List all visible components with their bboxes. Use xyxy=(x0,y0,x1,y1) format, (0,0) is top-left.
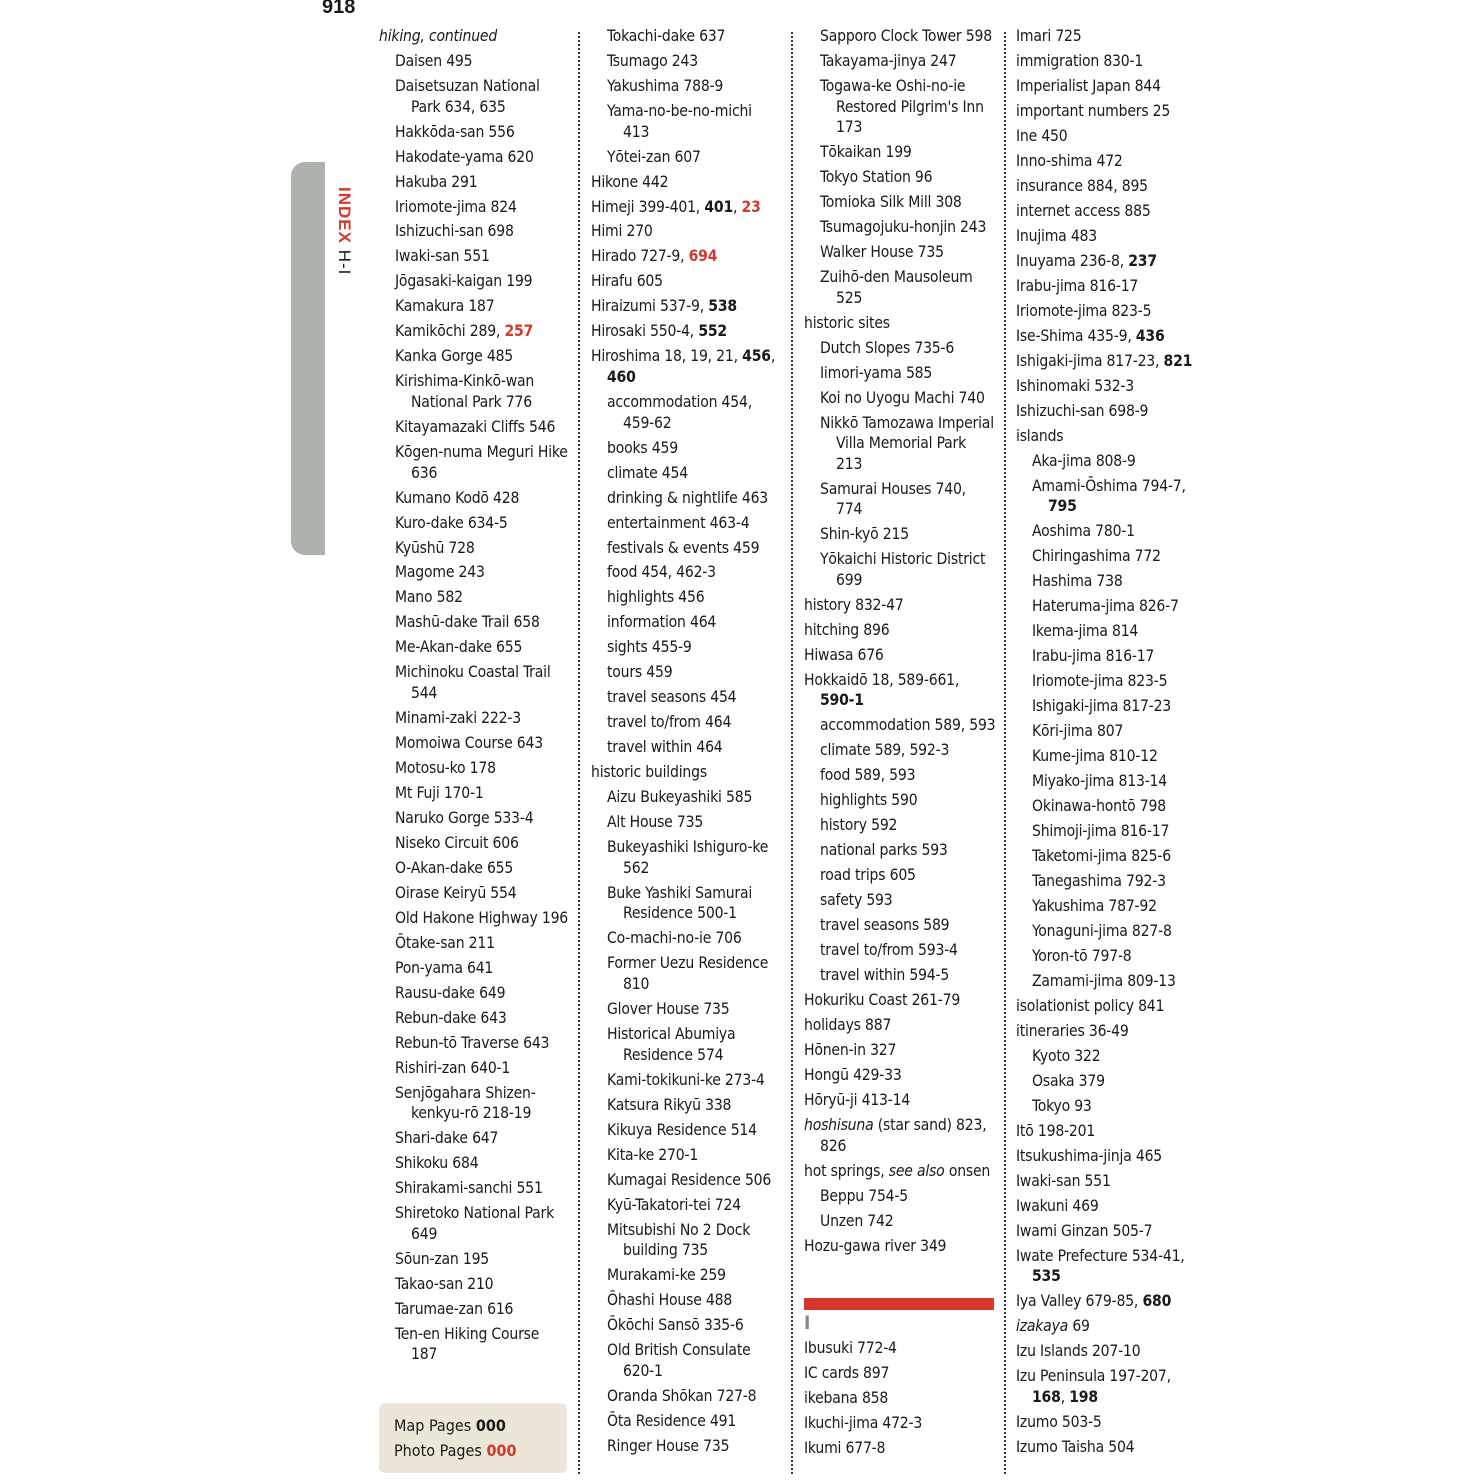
index-entry: Inuyama 236-8, 237 xyxy=(1016,251,1157,270)
index-entry: Hokuriku Coast 261-79 xyxy=(804,991,961,1010)
index-entry: Yama-no-be-no-michi 413 xyxy=(607,101,752,141)
index-entry: Beppu 754-5 xyxy=(820,1186,908,1205)
index-entry: Ibusuki 772-4 xyxy=(804,1339,897,1357)
index-entry: itineraries 36-49 xyxy=(1016,1021,1129,1040)
index-entry: Ishizuchi-san 698 xyxy=(395,222,514,241)
index-entry: Kanka Gorge 485 xyxy=(395,347,514,366)
index-entry: travel seasons 454 xyxy=(607,688,737,707)
index-entry: Inno-shima 472 xyxy=(1016,151,1123,170)
index-entry: climate 454 xyxy=(607,463,688,482)
index-entry: Ōkōchi Sansō 335-6 xyxy=(607,1316,744,1335)
index-entry: internet access 885 xyxy=(1016,201,1151,220)
index-entry: Kitayamazaki Cliffs 546 xyxy=(395,417,556,436)
index-entry: Sapporo Clock Tower 598 xyxy=(820,27,992,45)
index-entry: Kikuya Residence 514 xyxy=(607,1120,757,1139)
index-entry: Takayama-jinya 247 xyxy=(820,51,957,70)
index-entry: Momoiwa Course 643 xyxy=(395,733,543,752)
index-entry: Imperialist Japan 844 xyxy=(1016,76,1161,95)
index-entry: Tomioka Silk Mill 308 xyxy=(820,193,962,212)
index-entry: Tsumagojuku-honjin 243 xyxy=(820,218,987,237)
legend-map-pages: Map Pages 000 xyxy=(394,1416,506,1435)
index-entry: Yonaguni-jima 827-8 xyxy=(1032,922,1172,941)
index-entry: Hiraizumi 537-9, 538 xyxy=(591,297,737,316)
index-entry: information 464 xyxy=(607,613,717,632)
index-entry: Ōtake-san 211 xyxy=(395,933,495,952)
index-column-2 xyxy=(591,26,781,1461)
index-entry: Iwate Prefecture 534-41, 535 xyxy=(1016,1246,1185,1286)
index-entry: Naruko Gorge 533-4 xyxy=(395,808,534,827)
index-entry: hot springs, see also onsen xyxy=(804,1161,991,1180)
index-entry: Alt House 735 xyxy=(607,813,704,832)
index-entry: festivals & events 459 xyxy=(607,538,760,557)
index-entry: Buke Yashiki Samurai Residence 500-1 xyxy=(607,883,753,923)
index-entry: Bukeyashiki Ishiguro-ke 562 xyxy=(607,838,769,877)
column-separator xyxy=(1004,32,1006,1474)
index-entry: Yakushima 788-9 xyxy=(607,76,724,95)
index-entry: Hakkōda-san 556 xyxy=(395,122,515,141)
index-entry: Mitsubishi No 2 Dock building 735 xyxy=(607,1220,751,1260)
index-entry: Tokyo Station 96 xyxy=(820,168,933,187)
index-entry: Inujima 483 xyxy=(1016,226,1098,245)
index-entry: Kita-ke 270-1 xyxy=(607,1145,699,1164)
index-entry: Iwaki-san 551 xyxy=(395,247,490,266)
index-entry: Iya Valley 679-85, 680 xyxy=(1016,1292,1172,1311)
index-entry: Kirishima-Kinkō-wan National Park 776 xyxy=(395,372,535,411)
index-entry: Ise-Shima 435-9, 436 xyxy=(1016,326,1165,345)
index-entry: travel within 464 xyxy=(607,738,723,757)
index-entry: Hokkaidō 18, 589-661, 590-1 xyxy=(804,670,960,710)
index-entry: Ine 450 xyxy=(1016,126,1068,145)
index-entry: Hiroshima 18, 19, 21, 456, 460 xyxy=(591,347,776,386)
index-entry: Me-Akan-dake 655 xyxy=(395,638,523,657)
index-entry: Katsura Rikyū 338 xyxy=(607,1095,732,1114)
index-entry: Kume-jima 810-12 xyxy=(1032,747,1158,766)
index-entry: historic sites xyxy=(804,313,890,332)
index-entry: Rausu-dake 649 xyxy=(395,983,506,1002)
index-entry: Co-machi-no-ie 706 xyxy=(607,929,742,948)
index-entry: Osaka 379 xyxy=(1032,1071,1105,1090)
index-entry: road trips 605 xyxy=(820,866,916,885)
index-entry: Ōhashi House 488 xyxy=(607,1291,733,1310)
index-entry: Mashū-dake Trail 658 xyxy=(395,613,540,632)
index-entry: Shikoku 684 xyxy=(395,1154,479,1173)
index-entry: Old British Consulate 620-1 xyxy=(607,1341,751,1380)
index-entry: Kumano Kodō 428 xyxy=(395,488,520,507)
index-entry: Hikone 442 xyxy=(591,172,669,191)
index-entry: entertainment 463-4 xyxy=(607,513,750,532)
index-entry: Oranda Shōkan 727-8 xyxy=(607,1386,757,1405)
index-entry: Tarumae-zan 616 xyxy=(395,1299,514,1318)
index-entry: Niseko Circuit 606 xyxy=(395,833,519,852)
index-entry: Hakodate-yama 620 xyxy=(395,147,534,166)
index-entry: Ikema-jima 814 xyxy=(1032,622,1139,641)
index-entry: islands xyxy=(1016,426,1064,445)
index-entry: Ishigaki-jima 817-23, 821 xyxy=(1016,351,1193,370)
index-entry: Shiretoko National Park 649 xyxy=(395,1204,554,1243)
index-entry: historic buildings xyxy=(591,763,707,782)
index-entry: Takao-san 210 xyxy=(395,1274,494,1293)
index-entry: Irabu-jima 816-17 xyxy=(1032,647,1155,666)
page-number: 918 xyxy=(322,0,356,18)
index-entry: Hirado 727-9, 694 xyxy=(591,247,718,266)
index-entry: Motosu-ko 178 xyxy=(395,758,496,777)
index-entry: O-Akan-dake 655 xyxy=(395,858,514,877)
index-entry: Hirosaki 550-4, 552 xyxy=(591,322,727,341)
index-entry: accommodation 589, 593 xyxy=(820,716,996,735)
index-entry: Iwaki-san 551 xyxy=(1016,1171,1111,1190)
index-entry: Samurai Houses 740, 774 xyxy=(820,479,966,519)
index-entry: Togawa-ke Oshi-no-ie Restored Pilgrim's Inn 173 xyxy=(820,76,984,137)
index-entry: Miyako-jima 813-14 xyxy=(1032,772,1168,791)
index-entry: Tōkaikan 199 xyxy=(820,143,912,162)
index-entry: Ōta Residence 491 xyxy=(607,1411,737,1430)
index-entry: Kumagai Residence 506 xyxy=(607,1170,772,1189)
index-entry: Rebun-dake 643 xyxy=(395,1008,507,1027)
index-entry: Ikumi 677-8 xyxy=(804,1438,886,1457)
index-entry: history 832-47 xyxy=(804,595,904,614)
index-entry: Yōtei-zan 607 xyxy=(607,147,701,166)
index-entry: Zuihō-den Mausoleum 525 xyxy=(820,268,973,307)
index-entry: highlights 590 xyxy=(820,791,918,810)
index-entry: Ishinomaki 532-3 xyxy=(1016,376,1135,395)
index-entry: Himi 270 xyxy=(591,222,653,241)
index-entry: Hōryū-ji 413-14 xyxy=(804,1091,911,1110)
index-entry: Hozu-gawa river 349 xyxy=(804,1236,947,1255)
index-entry: Dutch Slopes 735-6 xyxy=(820,338,955,357)
index-entry: Chiringashima 772 xyxy=(1032,547,1161,566)
index-entry: Shirakami-sanchi 551 xyxy=(395,1179,543,1198)
index-entry: Itsukushima-jinja 465 xyxy=(1016,1146,1163,1165)
index-entry: Itō 198-201 xyxy=(1016,1121,1096,1140)
index-column-3 xyxy=(804,26,996,1261)
index-entry: Ikuchi-jima 472-3 xyxy=(804,1413,923,1432)
index-column-1 xyxy=(379,26,569,1369)
index-entry: Koi no Uyogu Machi 740 xyxy=(820,388,985,407)
index-entry: food 454, 462-3 xyxy=(607,563,716,582)
index-entry: Ishigaki-jima 817-23 xyxy=(1032,697,1172,716)
index-entry: Kyūshū 728 xyxy=(395,538,475,557)
index-entry: Glover House 735 xyxy=(607,1000,730,1019)
index-entry: Hakuba 291 xyxy=(395,172,478,191)
index-entry: Murakami-ke 259 xyxy=(607,1266,726,1285)
page-legend xyxy=(379,1403,567,1473)
index-entry: Kōgen-numa Meguri Hike 636 xyxy=(395,442,568,482)
index-entry: Yoron-tō 797-8 xyxy=(1032,947,1132,966)
index-entry: Tsumago 243 xyxy=(607,51,698,70)
index-entry: Himeji 399-401, 401, 23 xyxy=(591,197,761,216)
index-entry: Old Hakone Highway 196 xyxy=(395,908,569,927)
index-entry: Minami-zaki 222-3 xyxy=(395,709,521,727)
index-entry: tours 459 xyxy=(607,663,673,682)
index-entry: Iwakuni 469 xyxy=(1016,1196,1099,1215)
index-entry: Hashima 738 xyxy=(1032,572,1123,591)
index-tab-label xyxy=(334,187,354,275)
index-entry: Historical Abumiya Residence 574 xyxy=(607,1025,736,1064)
index-entry: Shimoji-jima 816-17 xyxy=(1032,822,1170,841)
index-entry: Iwami Ginzan 505-7 xyxy=(1016,1221,1153,1240)
index-entry: Irabu-jima 816-17 xyxy=(1016,276,1139,295)
index-entry: Kami-tokikuni-ke 273-4 xyxy=(607,1070,765,1089)
index-side-tab xyxy=(291,162,325,555)
index-entry: Yōkaichi Historic District 699 xyxy=(820,550,986,589)
index-entry: Nikkō Tamozawa Imperial Villa Memorial Park 213 xyxy=(820,413,994,473)
index-entry: Hiwasa 676 xyxy=(804,645,884,664)
index-entry: food 589, 593 xyxy=(820,766,916,785)
index-entry: Kamikōchi 289, 257 xyxy=(395,322,534,341)
section-letter-block xyxy=(804,1313,996,1334)
index-entry: Imari 725 xyxy=(1016,27,1082,45)
index-entry: travel seasons 589 xyxy=(820,916,950,935)
index-column-4 xyxy=(1016,26,1206,1462)
index-entry: travel to/from 593-4 xyxy=(820,941,958,960)
index-entry: hiking, continued xyxy=(379,27,498,45)
index-entry: Iriomote-jima 823-5 xyxy=(1032,672,1168,691)
index-entry: Daisetsuzan National Park 634, 635 xyxy=(395,76,540,116)
index-entry: Amami-Ōshima 794-7, 795 xyxy=(1032,476,1186,516)
index-entry: books 459 xyxy=(607,438,678,457)
index-column-3-i-entries xyxy=(804,1338,996,1463)
section-divider-bar xyxy=(804,1298,994,1310)
index-entry: Kyoto 322 xyxy=(1032,1046,1101,1065)
index-entry: Kōri-jima 807 xyxy=(1032,722,1124,741)
index-entry: Oirase Keiryū 554 xyxy=(395,883,517,902)
index-entry: Iriomote-jima 823-5 xyxy=(1016,301,1152,320)
index-entry: Iimori-yama 585 xyxy=(820,363,933,382)
index-entry: accommodation 454, 459-62 xyxy=(607,392,752,432)
index-entry: travel within 594-5 xyxy=(820,966,950,985)
index-entry: climate 589, 592-3 xyxy=(820,741,950,760)
index-entry: immigration 830-1 xyxy=(1016,51,1144,70)
index-entry: safety 593 xyxy=(820,891,893,910)
column-separator xyxy=(791,32,793,1474)
index-entry: Daisen 495 xyxy=(395,51,473,70)
index-entry: Hateruma-jima 826-7 xyxy=(1032,597,1179,616)
index-entry: Zamami-jima 809-13 xyxy=(1032,972,1176,991)
index-entry: holidays 887 xyxy=(804,1016,892,1035)
index-letters: H-I xyxy=(335,249,354,276)
column-separator xyxy=(578,32,580,1474)
index-entry: Izumo 503-5 xyxy=(1016,1412,1102,1431)
index-entry: Yakushima 787-92 xyxy=(1032,897,1157,916)
index-entry: Kamakura 187 xyxy=(395,297,495,316)
index-entry: isolationist policy 841 xyxy=(1016,997,1165,1015)
index-entry: Izu Peninsula 197-207, 168, 198 xyxy=(1016,1367,1171,1406)
index-entry: important numbers 25 xyxy=(1016,101,1171,120)
index-entry: Magome 243 xyxy=(395,563,485,582)
index-entry: Senjōgahara Shizen-kenkyu-rō 218-19 xyxy=(395,1083,536,1123)
index-entry: Kuro-dake 634-5 xyxy=(395,513,508,532)
index-entry: Mano 582 xyxy=(395,588,463,607)
index-entry: Mt Fuji 170-1 xyxy=(395,783,484,802)
index-entry: Taketomi-jima 825-6 xyxy=(1032,847,1171,866)
index-entry: hoshisuna (star sand) 823, 826 xyxy=(804,1116,987,1155)
legend-photo-pages: Photo Pages 000 xyxy=(394,1441,517,1460)
index-entry: Kyū-Takatori-tei 724 xyxy=(607,1195,741,1214)
index-entry: Michinoku Coastal Trail 544 xyxy=(395,663,551,703)
index-entry: highlights 456 xyxy=(607,588,705,607)
index-entry: travel to/from 464 xyxy=(607,713,732,732)
index-entry: hitching 896 xyxy=(804,620,890,639)
index-entry: Izumo Taisha 504 xyxy=(1016,1437,1135,1456)
index-entry: insurance 884, 895 xyxy=(1016,176,1148,195)
index-entry: izakaya 69 xyxy=(1016,1317,1090,1336)
index-entry: Walker House 735 xyxy=(820,243,944,262)
index-entry: Ten-en Hiking Course 187 xyxy=(395,1324,540,1364)
index-entry: Jōgasaki-kaigan 199 xyxy=(395,272,533,291)
index-entry: Hōnen-in 327 xyxy=(804,1041,897,1060)
index-entry: Sōun-zan 195 xyxy=(395,1249,490,1268)
index-entry: Unzen 742 xyxy=(820,1211,894,1230)
index-entry: Hirafu 605 xyxy=(591,272,663,291)
index-word: INDEX xyxy=(335,187,354,244)
index-entry: Aizu Bukeyashiki 585 xyxy=(607,788,753,807)
index-entry: Hongū 429-33 xyxy=(804,1066,902,1085)
index-entry: Tokyo 93 xyxy=(1032,1096,1092,1115)
index-entry: Iriomote-jima 824 xyxy=(395,197,517,216)
index-entry: Ringer House 735 xyxy=(607,1436,730,1455)
index-entry: Former Uezu Residence 810 xyxy=(607,954,769,994)
index-entry: sights 455-9 xyxy=(607,638,692,657)
index-entry: Okinawa-hontō 798 xyxy=(1032,797,1166,816)
index-entry: Tanegashima 792-3 xyxy=(1032,872,1166,891)
index-entry: national parks 593 xyxy=(820,841,948,860)
index-entry: Ishizuchi-san 698-9 xyxy=(1016,401,1149,420)
index-entry: Izu Islands 207-10 xyxy=(1016,1342,1141,1361)
index-entry: Shin-kyō 215 xyxy=(820,525,909,544)
index-entry: ikebana 858 xyxy=(804,1388,889,1407)
index-entry: Rebun-tō Traverse 643 xyxy=(395,1033,550,1052)
index-entry: Rishiri-zan 640-1 xyxy=(395,1058,511,1077)
index-entry: Pon-yama 641 xyxy=(395,958,494,977)
section-letter: I xyxy=(804,1312,811,1334)
index-entry: drinking & nightlife 463 xyxy=(607,488,769,507)
index-entry: IC cards 897 xyxy=(804,1363,890,1382)
index-entry: Shari-dake 647 xyxy=(395,1129,499,1148)
index-entry: Tokachi-dake 637 xyxy=(607,27,726,45)
index-entry: history 592 xyxy=(820,816,898,835)
index-entry: Aka-jima 808-9 xyxy=(1032,451,1136,470)
index-entry: Aoshima 780-1 xyxy=(1032,522,1135,541)
